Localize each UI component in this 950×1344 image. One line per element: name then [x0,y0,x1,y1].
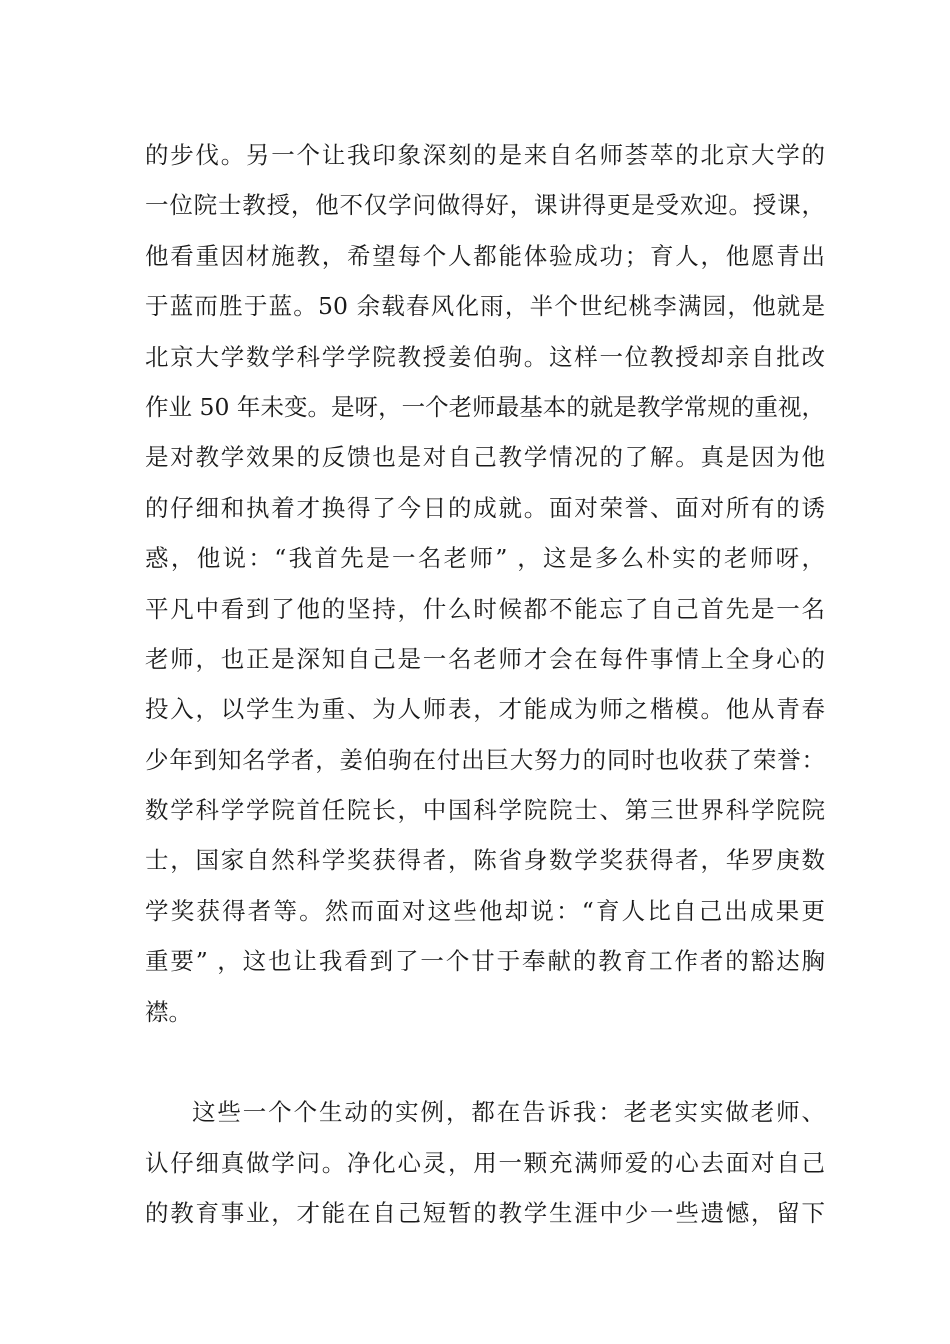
text-line: 投入，以学生为重、为人师表，才能成为师之楷模。他从青春 [145,695,825,724]
text-line: 少年到知名学者，姜伯驹在付出巨大努力的同时也收获了荣誉： [145,745,825,774]
text-line: 他看重因材施教，希望每个人都能体验成功；育人，他愿青出 [145,241,825,270]
text-line: 学奖获得者等。然而面对这些他却说：“育人比自己出成果更 [145,896,825,925]
text-line: 的步伐。另一个让我印象深刻的是来自名师荟萃的北京大学的 [145,141,825,169]
paragraph-2 [145,1087,825,1238]
text-line: 惑，他说：“我首先是一名老师” ，这是多么朴实的老师呀， [145,544,825,573]
text-line: 的仔细和执着才换得了今日的成就。面对荣誉、面对所有的诱 [145,493,825,522]
text-line: 是对教学效果的反馈也是对自己教学情况的了解。真是因为他 [145,443,825,472]
text-line: 北京大学数学科学学院教授姜伯驹。这样一位教授却亲自批改 [145,342,825,371]
paragraph-spacer [145,1037,825,1087]
text-line: 认仔细真做学问。净化心灵，用一颗充满师爱的心去面对自己 [145,1148,825,1177]
text-line: 作业 50 年未变。是呀，一个老师最基本的就是教学常规的重视， [145,392,825,421]
text-line: 于蓝而胜于蓝。50 余载春风化雨，半个世纪桃李满园，他就是 [145,292,825,321]
text-line: 老师，也正是深知自己是一名老师才会在每件事情上全身心的 [145,644,825,673]
text-line: 平凡中看到了他的坚持，什么时候都不能忘了自己首先是一名 [145,594,825,623]
text-line: 数学科学学院首任院长，中国科学院院士、第三世界科学院院 [145,796,825,825]
text-line: 士，国家自然科学奖获得者，陈省身数学奖获得者，华罗庚数 [145,846,825,875]
text-line: 的教育事业，才能在自己短暂的教学生涯中少一些遗憾，留下 [145,1199,825,1228]
text-line: 这些一个个生动的实例，都在告诉我：老老实实做老师、 [192,1098,825,1127]
paragraph-1 [145,130,825,1037]
text-line: 重要” ，这也让我看到了一个甘于奉献的教育工作者的豁达胸 [145,947,825,976]
text-line: 一位院士教授，他不仅学问做得好，课讲得更是受欢迎。授课， [145,191,825,220]
document-body [145,130,825,1239]
text-line: 襟。 [145,997,192,1026]
